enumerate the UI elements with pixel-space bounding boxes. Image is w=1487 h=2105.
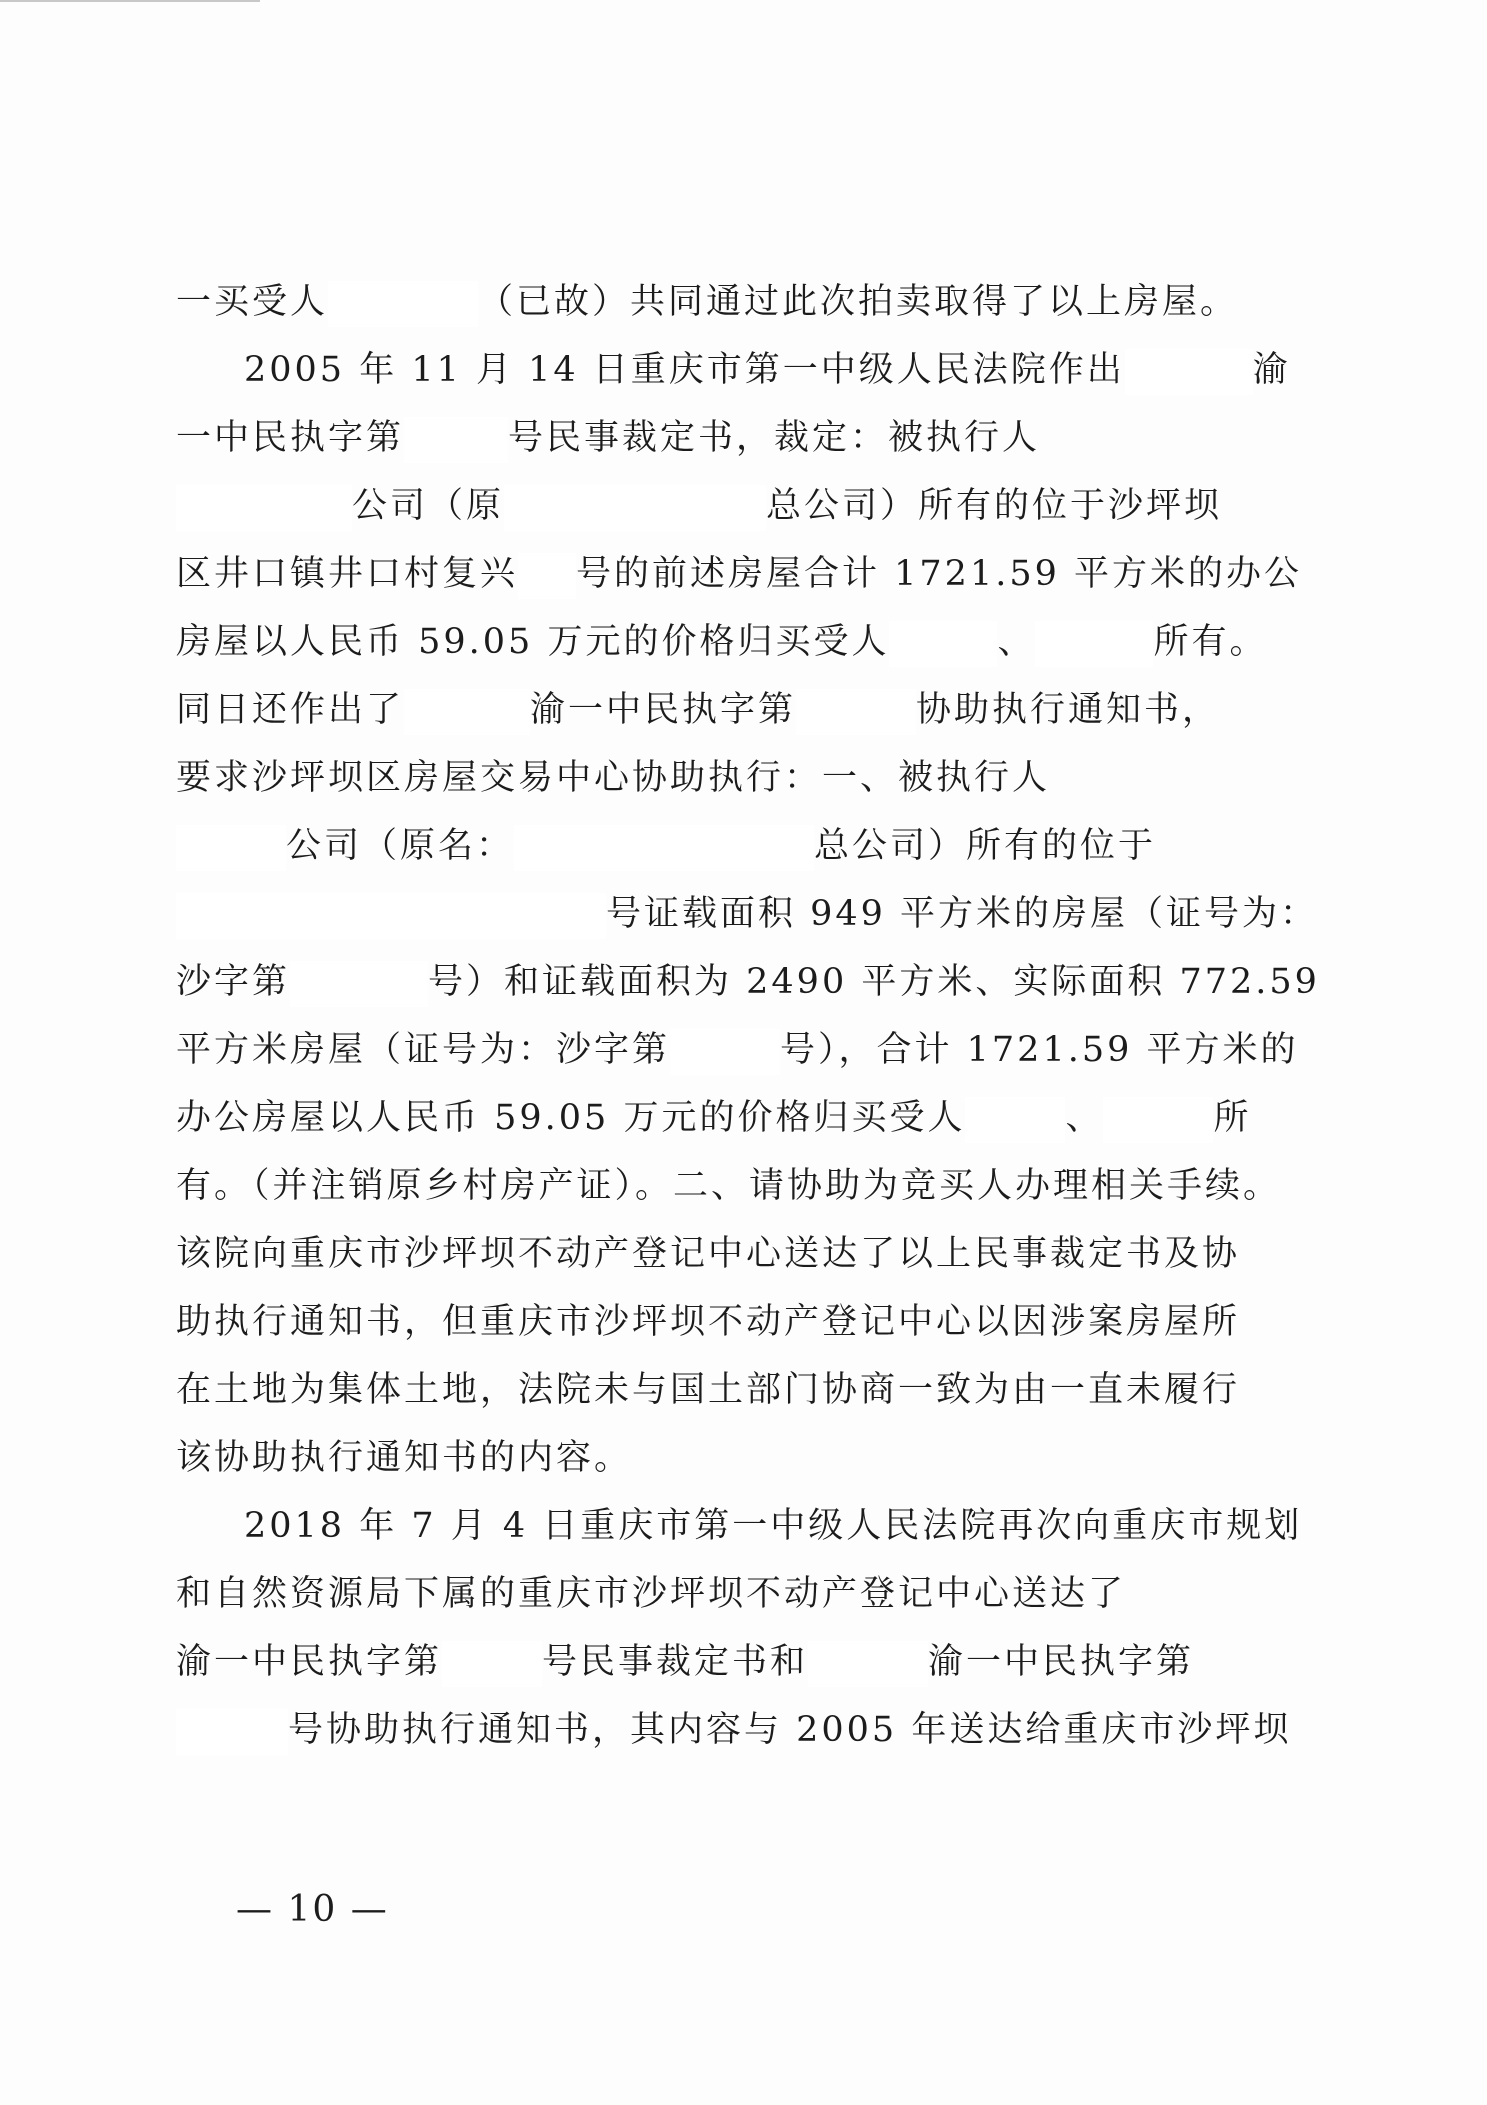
text-line-7: 同日还作出了 渝一中民执字第 协助执行通知书，	[176, 680, 1326, 740]
text-line-15: 该院向重庆市沙坪坝不动产登记中心送达了以上民事裁定书及协	[176, 1234, 1241, 1274]
text-line-1: 一买受人 （已故）共同通过此次拍卖取得了以上房屋。	[176, 272, 1326, 332]
text-line-22: 号协助执行通知书，其内容与 2005 年送达给重庆市沙坪坝	[176, 1700, 1326, 1760]
text-line-3: 一中民执字第 号民事裁定书，裁定：被执行人	[176, 408, 1326, 468]
text-line-18: 该协助执行通知书的内容。	[176, 1438, 633, 1478]
text-line-12: 平方米房屋（证号为：沙字第 号），合计 1721.59 平方米的	[176, 1020, 1326, 1080]
text-line-10: 号证载面积 949 平方米的房屋（证号为：	[176, 884, 1326, 944]
text-line-20: 和自然资源局下属的重庆市沙坪坝不动产登记中心送达了	[176, 1574, 1127, 1614]
text-line-5: 区井口镇井口村复兴 号的前述房屋合计 1721.59 平方米的办公	[176, 544, 1326, 604]
text-line-2: 2005 年 11 月 14 日重庆市第一中级人民法院作出 渝	[244, 340, 1326, 400]
text-line-6: 房屋以人民币 59.05 万元的价格归买受人 、 所有。	[176, 612, 1326, 672]
text-line-16: 助执行通知书，但重庆市沙坪坝不动产登记中心以因涉案房屋所	[176, 1302, 1241, 1342]
text-line-13: 办公房屋以人民币 59.05 万元的价格归买受人 、 所	[176, 1088, 1326, 1148]
text-line-19: 2018 年 7 月 4 日重庆市第一中级人民法院再次向重庆市规划	[244, 1506, 1303, 1546]
text-line-14: 有。（并注销原乡村房产证）。二、请协助为竞买人办理相关手续。	[176, 1166, 1282, 1206]
text-line-4: 公司（原 总公司）所有的位于沙坪坝	[176, 476, 1326, 536]
text-line-9: 公司（原名： 总公司）所有的位于	[176, 816, 1326, 876]
text-line-11: 沙字第 号）和证载面积为 2490 平方米、实际面积 772.59	[176, 952, 1326, 1012]
page-number: — 10 —	[236, 1889, 389, 1930]
text-line-8: 要求沙坪坝区房屋交易中心协助执行：一、被执行人	[176, 758, 1051, 798]
text-line-21: 渝一中民执字第 号民事裁定书和 渝一中民执字第	[176, 1632, 1326, 1692]
scan-edge-mark	[0, 0, 260, 2]
text-line-17: 在土地为集体土地，法院未与国土部门协商一致为由一直未履行	[176, 1370, 1241, 1410]
